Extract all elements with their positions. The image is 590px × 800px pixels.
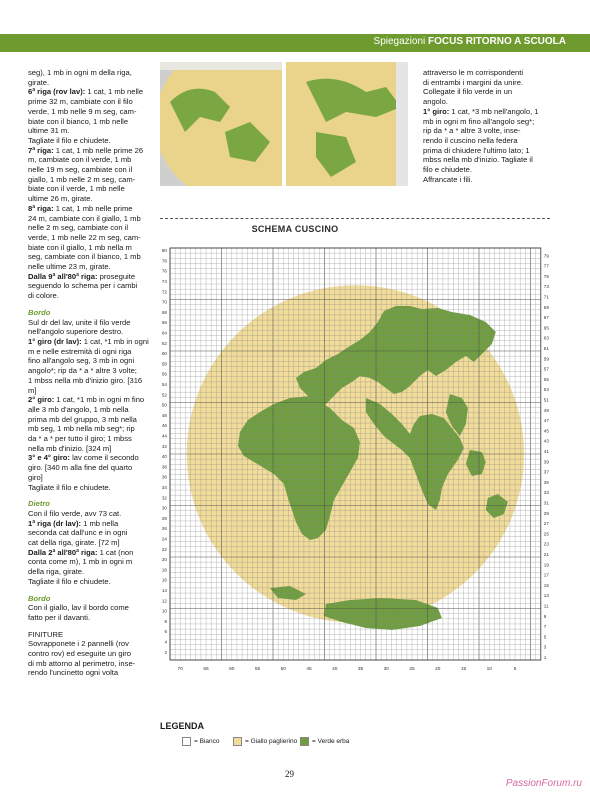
row-label-right: 27 (543, 521, 549, 527)
row-label-right: 7 (543, 624, 547, 630)
text-line: FINITURE (28, 629, 64, 639)
legend-swatch (182, 737, 191, 746)
text-line (423, 136, 551, 146)
instruction-label: 6ª riga (rov lav): (28, 87, 86, 97)
row-label-left: 26 (161, 526, 167, 532)
text-line (28, 146, 152, 156)
text-line (28, 165, 152, 175)
row-label-left: 8 (164, 618, 167, 624)
column-label: 70 (177, 667, 183, 672)
text-span: fatto per il davanti. (28, 612, 91, 622)
row-label-left: 52 (161, 392, 167, 398)
column-label: 5 (513, 667, 517, 672)
row-label-right: 53 (543, 387, 549, 393)
text-line (28, 97, 152, 107)
row-label-right: 41 (543, 448, 549, 454)
text-span: prime 32 m, cambiate con il filo (28, 97, 133, 107)
row-label-right: 45 (543, 428, 549, 434)
text-line (28, 453, 152, 463)
text-line (28, 528, 152, 538)
row-label-left: 50 (161, 402, 167, 408)
text-span: filo e chiudete. (423, 165, 472, 175)
text-span: 1 cat (non (97, 547, 134, 557)
text-line (28, 376, 152, 386)
text-span: 1 mbss nella mb d'inizio giro. [316 (28, 375, 143, 385)
row-label-right: 55 (543, 376, 549, 382)
text-span: contro rov) ed eseguite un giro (28, 649, 131, 659)
text-span: nelle 19 m seg, cambiate con il (28, 165, 133, 175)
text-span: mb seg, 1 mb nella mb seg*; rip (28, 424, 135, 434)
text-span: seg, cambiate con il bianco, 1 mb (28, 252, 141, 262)
row-label-left: 60 (161, 351, 167, 357)
column-label: 50 (280, 667, 286, 672)
text-span: di colore. (28, 291, 59, 301)
text-line (28, 567, 152, 577)
row-label-left: 66 (161, 320, 167, 326)
text-line (28, 395, 152, 405)
text-span: Collegate il filo verde in un (423, 87, 513, 97)
text-span: verde, 1 mb nelle 9 m seg, cam- (28, 106, 137, 116)
row-label-right: 69 (543, 304, 549, 310)
row-label-right: 17 (543, 572, 549, 578)
row-label-right: 37 (543, 469, 549, 475)
text-span: ultime 31 m. (28, 126, 70, 136)
row-label-right: 51 (543, 397, 549, 403)
row-label-left: 38 (161, 464, 167, 470)
column-label: 60 (229, 667, 235, 672)
text-span: seconda cat dall'unc e in ogni (28, 528, 128, 538)
text-line (28, 214, 152, 224)
text-span: Con il giallo, lav il bordo come (28, 603, 129, 613)
text-span: Con il filo verde, avv 73 cat. (28, 508, 122, 518)
row-label-left: 46 (161, 423, 167, 429)
text-line (28, 136, 152, 146)
column-label: 40 (332, 667, 338, 672)
row-label-left: 30 (161, 505, 167, 511)
text-span: 1 cat, *3 mb nell'angolo, 1 (449, 106, 539, 116)
text-span: seguendo lo schema per i cambi (28, 281, 138, 291)
text-line (28, 233, 152, 243)
row-label-right: 79 (543, 253, 549, 259)
column-label: 55 (254, 667, 261, 672)
text-line (28, 126, 152, 136)
row-label-left: 18 (161, 567, 167, 573)
text-span: prima di chiudere l'ultimo lato; 1 (423, 145, 530, 155)
text-span: mbss nella mb d'inizio. Tagliate il (423, 155, 533, 165)
text-span: di entrambi i margini da unire. (423, 77, 524, 87)
text-line (423, 87, 551, 97)
text-span: della riga, girate. (28, 567, 85, 577)
left-text-column (28, 68, 152, 678)
instruction-label: 1° giro (dr lav): (28, 336, 82, 346)
text-line (28, 415, 152, 425)
row-label-left: 24 (161, 536, 167, 542)
text-span: alle 3 mb d'angolo, 1 mb nella (28, 404, 129, 414)
text-span: rip da * a * altre 3 volte, inse- (423, 126, 521, 136)
text-line (28, 509, 152, 519)
row-label-right: 23 (543, 541, 549, 547)
row-label-right: 21 (543, 551, 549, 557)
instruction-label: 1° giro: (423, 106, 450, 116)
text-line (423, 126, 551, 136)
column-label: 65 (203, 667, 209, 672)
text-span: girate. (28, 77, 50, 87)
row-label-right: 57 (543, 366, 549, 372)
text-line (28, 347, 152, 357)
text-span: nelle 2 m seg, cambiate con il (28, 223, 129, 233)
row-label-left: 72 (161, 289, 167, 295)
text-line (28, 262, 152, 272)
instruction-label: 8ª riga: (28, 203, 54, 213)
text-span: nella mb d'inizio. [324 m] (28, 443, 112, 453)
text-line (28, 577, 152, 587)
row-label-right: 65 (543, 325, 549, 331)
text-span: Tagliate il filo e chiudete. (28, 135, 111, 145)
text-span: di mb attorno al perimetro, inse- (28, 658, 136, 668)
text-line (423, 117, 551, 127)
column-label: 20 (435, 667, 441, 672)
text-line (423, 68, 551, 78)
text-line (28, 272, 152, 282)
text-span: 1 mb nella (81, 518, 119, 528)
text-span: giro. [340 m alla fine del quarto (28, 463, 133, 473)
text-span: 1 cat, 1 mb nelle prime 26 (53, 145, 144, 155)
divider-rule (160, 218, 550, 219)
text-line (28, 155, 152, 165)
text-line (28, 424, 152, 434)
text-span: 1 cat, *1 mb in ogni (81, 336, 149, 346)
chart-title: SCHEMA CUSCINO (251, 224, 339, 234)
text-line (28, 473, 152, 483)
text-span: nell'angolo superiore destro. (28, 327, 124, 337)
text-line (423, 146, 551, 156)
chart-grid (150, 240, 560, 680)
text-span: giallo, 1 mb nelle 2 m seg, cam- (28, 174, 136, 184)
text-line (28, 184, 152, 194)
row-label-left: 74 (161, 279, 167, 285)
text-line (28, 291, 152, 301)
row-label-left: 48 (161, 412, 167, 418)
text-line (28, 639, 152, 649)
text-span: 1 cat, 1 mb nelle (85, 87, 144, 97)
row-label-left: 6 (164, 629, 167, 635)
text-line (28, 204, 152, 214)
legend-item-giallo: = Giallo paglierino (233, 737, 297, 746)
text-span: 1 cat, 1 mb nelle prime (53, 203, 133, 213)
instruction-label: 3° e 4° giro: (28, 453, 70, 463)
instruction-label: Dalla 9ª all'80ª riga: (28, 271, 98, 281)
legend-title: LEGENDA (160, 721, 205, 731)
legend-item-bianco: = Bianco (182, 737, 219, 746)
text-line (28, 649, 152, 659)
row-label-right: 25 (543, 531, 549, 537)
text-span: verde, 1 mb nelle 22 m seg, cam- (28, 232, 141, 242)
column-label: 35 (357, 667, 364, 672)
text-span: 24 m, cambiate con il giallo, 1 mb (28, 213, 141, 223)
text-line (28, 483, 152, 493)
row-label-left: 34 (161, 485, 167, 491)
row-label-right: 29 (543, 510, 549, 516)
row-label-left: 2 (164, 649, 167, 655)
row-label-right: 1 (543, 654, 547, 660)
text-span: seg), 1 mb in ogni m della riga, (28, 68, 132, 77)
row-label-left: 80 (161, 248, 167, 254)
text-line (28, 366, 152, 376)
text-line (28, 87, 152, 97)
column-label: 30 (383, 667, 389, 672)
text-line (28, 107, 152, 117)
text-span: da * a * per tutto il giro; 1 mbss (28, 434, 132, 444)
text-span: angolo*; rip da * a * altre 3 volte; (28, 366, 137, 376)
text-span: fino all'angolo seg, 3 mb in ogni (28, 356, 135, 366)
row-label-left: 28 (161, 515, 167, 521)
header-title: Spiegazioni FOCUS RITORNO A SCUOLA (373, 36, 566, 47)
page-number: 29 (285, 769, 294, 779)
text-span: biate con il verde, 1 mb nelle (28, 184, 125, 194)
row-label-right: 67 (543, 315, 549, 321)
row-label-right: 5 (543, 634, 547, 640)
instruction-label: Dalla 2ª all'80ª riga: (28, 547, 98, 557)
photo-pillow-left (160, 62, 282, 186)
text-line (28, 557, 152, 567)
row-label-left: 56 (161, 371, 167, 377)
text-span: giro] (28, 472, 43, 482)
text-line (28, 386, 152, 396)
text-span: 1 cat, *1 mb in ogni m fino (54, 395, 145, 405)
row-label-right: 15 (543, 582, 549, 588)
text-span: Affrancate i fili. (423, 174, 473, 184)
column-label: 45 (306, 667, 312, 672)
row-label-left: 14 (161, 588, 167, 594)
row-label-right: 59 (543, 356, 549, 362)
text-span: Tagliate il filo e chiudete. (28, 482, 111, 492)
text-span: rendo il cuscino nella federa (423, 135, 518, 145)
text-span: Sovrapponete i 2 pannelli (rov (28, 639, 129, 649)
row-label-left: 42 (161, 443, 167, 449)
row-label-right: 49 (543, 407, 549, 413)
text-span: nelle ultime 23 m, girate. (28, 262, 111, 272)
text-line (28, 318, 152, 328)
row-label-right: 43 (543, 438, 549, 444)
text-line (28, 548, 152, 558)
row-label-left: 62 (161, 340, 167, 346)
row-label-left: 12 (161, 598, 167, 604)
row-label-left: 22 (161, 546, 167, 552)
text-span: cat della riga, girate. [72 m] (28, 538, 120, 548)
row-label-left: 58 (161, 361, 167, 367)
text-span: prima mb del gruppo, 3 mb nella (28, 414, 137, 424)
row-label-right: 13 (543, 593, 549, 599)
row-label-right: 71 (543, 294, 549, 300)
text-span: angolo. (423, 97, 448, 107)
text-line (423, 155, 551, 165)
text-line (28, 603, 152, 613)
row-label-left: 36 (161, 474, 167, 480)
text-line (423, 175, 551, 185)
text-line (28, 538, 152, 548)
row-label-right: 35 (543, 479, 549, 485)
section-heading: Bordo (28, 307, 51, 317)
row-label-right: 31 (543, 500, 549, 506)
text-span: biate con il bianco, 1 mb nelle (28, 116, 129, 126)
text-line (28, 444, 152, 454)
row-label-right: 3 (543, 644, 547, 650)
header-bar (0, 34, 590, 52)
text-span: attraverso le m corrispondenti (423, 68, 524, 77)
text-line (28, 281, 152, 291)
section-heading: Dietro (28, 499, 50, 509)
row-label-right: 33 (543, 490, 549, 496)
column-label: 10 (486, 667, 492, 672)
row-label-left: 64 (161, 330, 167, 336)
row-label-right: 75 (543, 273, 549, 279)
text-line (423, 97, 551, 107)
text-line (28, 337, 152, 347)
right-text-column (423, 68, 551, 184)
text-line (28, 356, 152, 366)
text-line (423, 78, 551, 88)
instruction-label: 7ª riga: (28, 145, 54, 155)
text-line (28, 194, 152, 204)
text-line (28, 117, 152, 127)
legend-swatch (233, 737, 242, 746)
text-span: m e nelle estremità di ogni riga (28, 346, 132, 356)
text-span: Sul dr del lav, unite il filo verde (28, 317, 131, 327)
text-span: ultime 26 m, girate. (28, 194, 93, 204)
row-label-right: 47 (543, 418, 549, 424)
row-label-right: 61 (543, 345, 549, 351)
text-line (28, 434, 152, 444)
text-span: mb in ogni m fino all'angolo seg*; (423, 116, 535, 126)
row-label-left: 40 (161, 454, 167, 460)
row-label-right: 77 (543, 263, 549, 269)
row-label-left: 20 (161, 557, 167, 563)
row-label-left: 68 (161, 309, 167, 315)
text-line (423, 107, 551, 117)
row-label-left: 44 (161, 433, 167, 439)
text-span: proseguite (97, 271, 136, 281)
text-line (28, 252, 152, 262)
legend-swatch (300, 737, 309, 746)
text-line (28, 519, 152, 529)
text-line (28, 175, 152, 185)
text-line (423, 165, 551, 175)
section-heading: Bordo (28, 593, 51, 603)
text-line (28, 659, 152, 669)
row-label-right: 11 (543, 603, 549, 609)
text-span: biate con il giallo, 1 mb nella m (28, 242, 132, 252)
row-label-left: 32 (161, 495, 167, 501)
text-line (28, 243, 152, 253)
text-span: m, cambiate con il verde, 1 mb (28, 155, 132, 165)
text-line (28, 78, 152, 88)
legend-item-verde: = Verde erba (300, 737, 349, 746)
watermark: PassionForum.ru (505, 778, 582, 789)
text-span: lav come il secondo (69, 453, 139, 463)
text-line (28, 68, 152, 78)
text-line (28, 613, 152, 623)
instruction-label: 2° giro: (28, 395, 55, 405)
column-label: 25 (409, 667, 415, 672)
photo-pillow-right (286, 62, 408, 186)
row-label-right: 9 (543, 613, 547, 619)
row-label-left: 16 (161, 577, 167, 583)
text-line (28, 668, 152, 678)
row-label-left: 76 (161, 268, 167, 274)
instruction-label: 1ª riga (dr lav): (28, 518, 82, 528)
text-line (28, 405, 152, 415)
row-label-left: 10 (161, 608, 167, 614)
row-label-left: 78 (161, 258, 167, 264)
row-label-right: 39 (543, 459, 549, 465)
column-label: 15 (460, 667, 467, 672)
row-label-left: 4 (164, 639, 167, 645)
text-span: Tagliate il filo e chiudete. (28, 576, 111, 586)
row-label-right: 63 (543, 335, 549, 341)
text-span: conta come m), 1 mb in ogni m (28, 557, 133, 567)
row-label-left: 54 (161, 382, 167, 388)
row-label-right: 19 (543, 562, 549, 568)
text-span: m] (28, 385, 37, 395)
text-span: rendo l'uncinetto ogni volta (28, 668, 119, 678)
row-label-left: 70 (161, 299, 167, 305)
text-line (28, 327, 152, 337)
row-label-right: 73 (543, 284, 549, 290)
text-line (28, 463, 152, 473)
